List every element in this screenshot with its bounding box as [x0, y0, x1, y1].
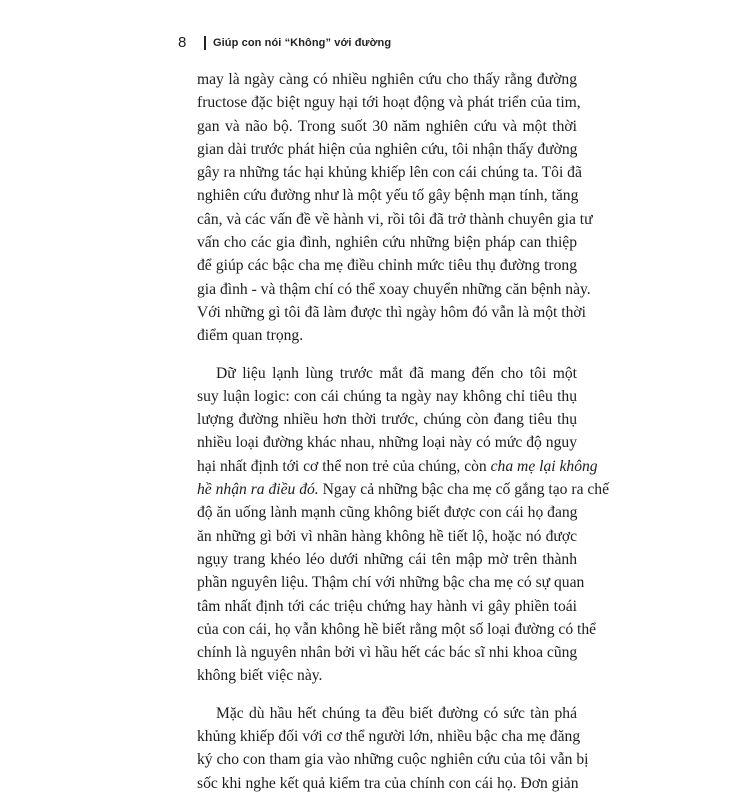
- text-segment: để giúp các bậc cha mẹ điều chỉnh mức tiêu thụ đường trong: [197, 257, 577, 275]
- text-line: [197, 772, 577, 795]
- text-segment: gây ra những tác hại khủng khiếp lên con cái chúng ta. Tôi đã: [197, 164, 582, 182]
- text-segment: gia đình - và thậm chí có thể xoay chuyển những căn bệnh này.: [197, 280, 591, 298]
- text-line: [197, 91, 581, 114]
- text-segment: Ngay cả những bậc cha mẹ cố gắng tạo ra chế: [318, 481, 610, 499]
- body-text: [197, 68, 610, 795]
- text-line: [197, 525, 577, 548]
- text-line: [197, 68, 577, 91]
- text-line: [197, 408, 577, 431]
- text-segment: suy luận logic: con cái chúng ta ngày nay không chỉ tiêu thụ: [197, 387, 577, 405]
- text-segment: nhiều loại đường khác nhau, những loại này có mức độ nguy: [197, 434, 577, 452]
- text-line: [197, 455, 598, 478]
- text-segment: cân, và các vấn đề về hành vi, rồi tôi đã trở thành chuyên gia tư: [197, 210, 593, 228]
- text-line: [197, 184, 577, 207]
- text-line: [197, 278, 591, 301]
- text-segment: lượng đường nhiều hơn thời trước, chúng còn đang tiêu thụ: [197, 411, 577, 429]
- text-segment: sốc khi nghe kết quả kiểm tra của chính con cái họ. Đơn giản: [197, 774, 579, 792]
- text-segment: Dữ liệu lạnh lùng trước mắt đã mang đến cho tôi một: [216, 364, 577, 382]
- text-line: [197, 385, 577, 408]
- text-segment: Với những gì tôi đã làm được thì ngày hôm đó vẫn là một thời: [197, 303, 586, 321]
- text-line: [197, 571, 585, 594]
- text-line: [197, 702, 577, 725]
- text-line: [197, 254, 577, 277]
- text-segment: không biết việc này.: [197, 667, 323, 685]
- text-line: [197, 748, 589, 771]
- text-line: [197, 548, 577, 571]
- text-segment: tâm nhất định tới các triệu chứng hay hành vi gây phiền toái: [197, 597, 577, 615]
- text-segment: ngụy trang khéo léo dưới những cái tên mập mờ trên thành: [197, 550, 577, 568]
- text-line: [197, 725, 581, 748]
- text-line: [197, 595, 577, 618]
- text-line: [197, 115, 577, 138]
- text-segment: fructose đặc biệt nguy hại tới hoạt động và phát triển của tim,: [197, 94, 581, 112]
- text-segment: của con cái, họ vẫn không hề biết rằng một số loại đường có thể: [197, 620, 597, 638]
- text-segment: gan và não bộ. Trong suốt 30 năm nghiên cứu và một thời: [197, 117, 577, 135]
- text-line: [197, 301, 586, 324]
- text-segment: phần nguyên liệu. Thậm chí với những bậc cha mẹ có sự quan: [197, 574, 585, 592]
- paragraph-gap: [197, 348, 577, 362]
- text-segment: vấn cho các gia đình, nghiên cứu những biện pháp can thiệp: [197, 234, 577, 252]
- text-segment: khủng khiếp đối với cơ thể người lớn, nhiều bậc cha mẹ đăng: [197, 728, 581, 746]
- text-line: [197, 478, 610, 501]
- running-header: [178, 34, 391, 51]
- text-line: [197, 431, 577, 454]
- paragraph: [197, 702, 589, 795]
- text-line: [197, 208, 593, 231]
- paragraph: [197, 362, 610, 688]
- text-segment: chính là nguyên nhân bởi vì hầu hết các bác sĩ nhi khoa cũng: [197, 644, 578, 662]
- text-segment: nghiên cứu đường như là một yếu tố gây bệnh mạn tính, tăng: [197, 187, 579, 205]
- text-line: [197, 324, 577, 347]
- running-title: Giúp con nói “Không” với đường: [213, 36, 392, 49]
- text-line: [197, 161, 582, 184]
- text-segment: Mặc dù hầu hết chúng ta đều biết đường có sức tàn phá: [216, 704, 577, 722]
- text-segment: độ ăn uống lành mạnh cũng không biết được con cái họ đang: [197, 504, 578, 522]
- page-number: 8: [178, 34, 187, 51]
- header-divider: [204, 36, 206, 50]
- text-segment: hại nhất định tới cơ thể non trẻ của chúng, còn: [197, 457, 491, 475]
- text-line: [197, 641, 577, 664]
- text-line: [197, 501, 577, 524]
- text-line: [197, 138, 577, 161]
- text-line: [197, 664, 577, 687]
- paragraph: [197, 68, 593, 348]
- text-segment: ký cho con tham gia vào những cuộc nghiên cứu của tôi vẫn bị: [197, 751, 589, 769]
- text-segment: ăn những gì bởi vì nhãn hàng không hề tiết lộ, hoặc nó được: [197, 527, 577, 545]
- italic-text: cha mẹ lại không: [490, 457, 598, 475]
- text-line: [197, 618, 597, 641]
- text-line: [197, 362, 577, 385]
- text-line: [197, 231, 577, 254]
- italic-text: hề nhận ra điều đó.: [197, 481, 319, 499]
- text-segment: gian dài trước phát hiện của nghiên cứu, tôi nhận thấy đường: [197, 140, 578, 158]
- paragraph-gap: [197, 688, 577, 702]
- text-segment: điểm quan trọng.: [197, 327, 304, 345]
- text-segment: may là ngày càng có nhiều nghiên cứu cho thấy rằng đường: [197, 71, 577, 88]
